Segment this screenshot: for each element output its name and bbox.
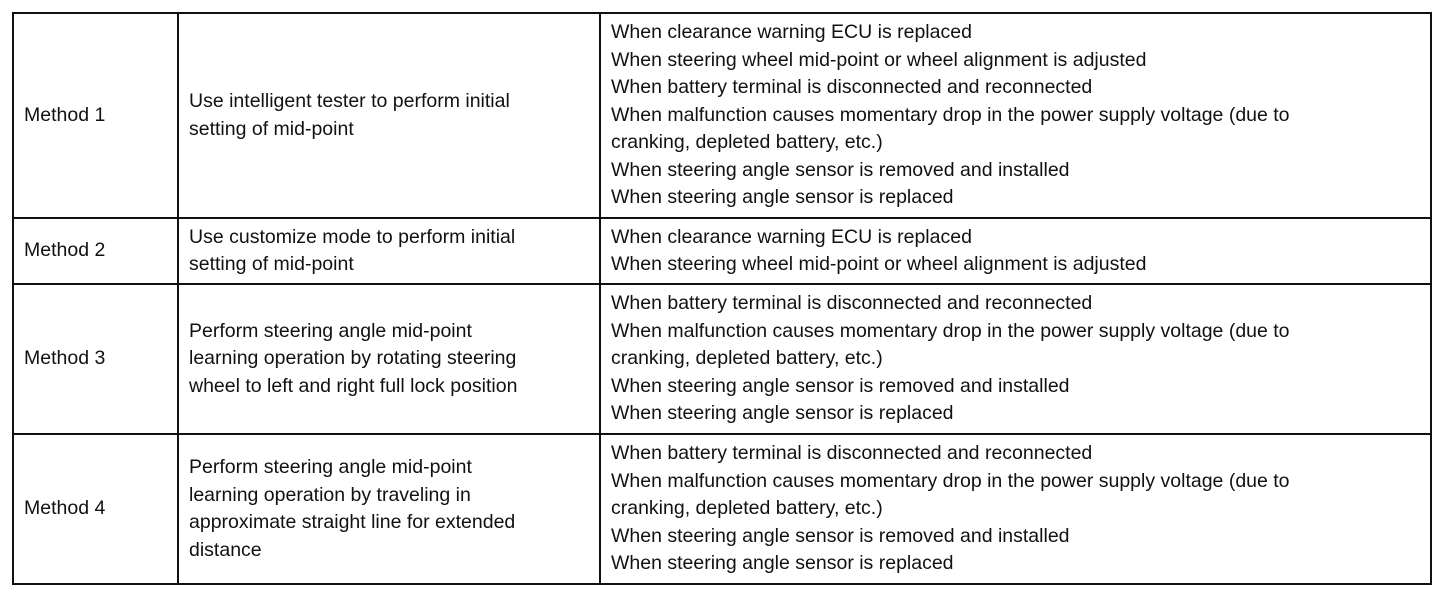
procedure-cell — [178, 13, 600, 218]
condition-line: cranking, depleted battery, etc.) — [611, 497, 883, 520]
procedure-line: Perform steering angle mid-point — [189, 319, 472, 342]
method-cell — [13, 13, 178, 218]
procedure-cell — [178, 218, 600, 284]
procedure-line: Use customize mode to perform initial — [189, 225, 516, 248]
table-row — [13, 434, 1431, 584]
condition-line: When battery terminal is disconnected and reconnected — [611, 442, 1093, 465]
condition-line: When steering angle sensor is replaced — [611, 402, 954, 425]
method-table — [12, 12, 1432, 585]
table-row — [13, 13, 1431, 218]
condition-line: When battery terminal is disconnected and reconnected — [611, 292, 1093, 315]
method-cell — [13, 434, 178, 584]
condition-line: When battery terminal is disconnected and reconnected — [611, 76, 1093, 99]
method-label: Method 4 — [24, 497, 106, 520]
condition-line: When steering wheel mid-point or wheel alignment is adjusted — [611, 48, 1147, 71]
condition-line: cranking, depleted battery, etc.) — [611, 131, 883, 154]
condition-line: When steering angle sensor is replaced — [611, 186, 954, 209]
condition-line: When malfunction causes momentary drop in the power supply voltage (due to — [611, 319, 1290, 342]
method-label: Method 1 — [24, 103, 106, 126]
table-row — [13, 284, 1431, 434]
method-cell — [13, 284, 178, 434]
condition-line: When steering angle sensor is removed and installed — [611, 524, 1070, 547]
condition-line: cranking, depleted battery, etc.) — [611, 347, 883, 370]
condition-line: When steering angle sensor is replaced — [611, 552, 954, 575]
conditions-cell — [600, 284, 1431, 434]
procedure-line: learning operation by rotating steering — [189, 347, 517, 370]
procedure-line: learning operation by traveling in — [189, 483, 471, 506]
method-label: Method 2 — [24, 239, 106, 262]
method-label: Method 3 — [24, 347, 106, 370]
procedure-line: Perform steering angle mid-point — [189, 456, 472, 478]
conditions-cell — [600, 218, 1431, 284]
condition-line: When clearance warning ECU is replaced — [611, 225, 972, 248]
condition-line: When steering wheel mid-point or wheel alignment is adjusted — [611, 253, 1147, 275]
condition-line: When clearance warning ECU is replaced — [611, 21, 972, 44]
method-cell — [13, 218, 178, 284]
procedure-line: setting of mid-point — [189, 253, 354, 275]
procedure-line: distance — [189, 538, 262, 561]
conditions-cell — [600, 434, 1431, 584]
condition-line: When malfunction causes momentary drop in the power supply voltage (due to — [611, 103, 1290, 126]
procedure-line: Use intelligent tester to perform initial — [189, 90, 510, 112]
procedure-line: approximate straight line for extended — [189, 511, 516, 533]
procedure-line: setting of mid-point — [189, 117, 354, 140]
conditions-cell — [600, 13, 1431, 218]
procedure-cell — [178, 284, 600, 434]
procedure-cell — [178, 434, 600, 584]
condition-line: When malfunction causes momentary drop in the power supply voltage (due to — [611, 469, 1290, 492]
table-row — [13, 218, 1431, 284]
condition-line: When steering angle sensor is removed and installed — [611, 158, 1070, 181]
condition-line: When steering angle sensor is removed and installed — [611, 374, 1070, 397]
procedure-line: wheel to left and right full lock position — [189, 374, 518, 397]
